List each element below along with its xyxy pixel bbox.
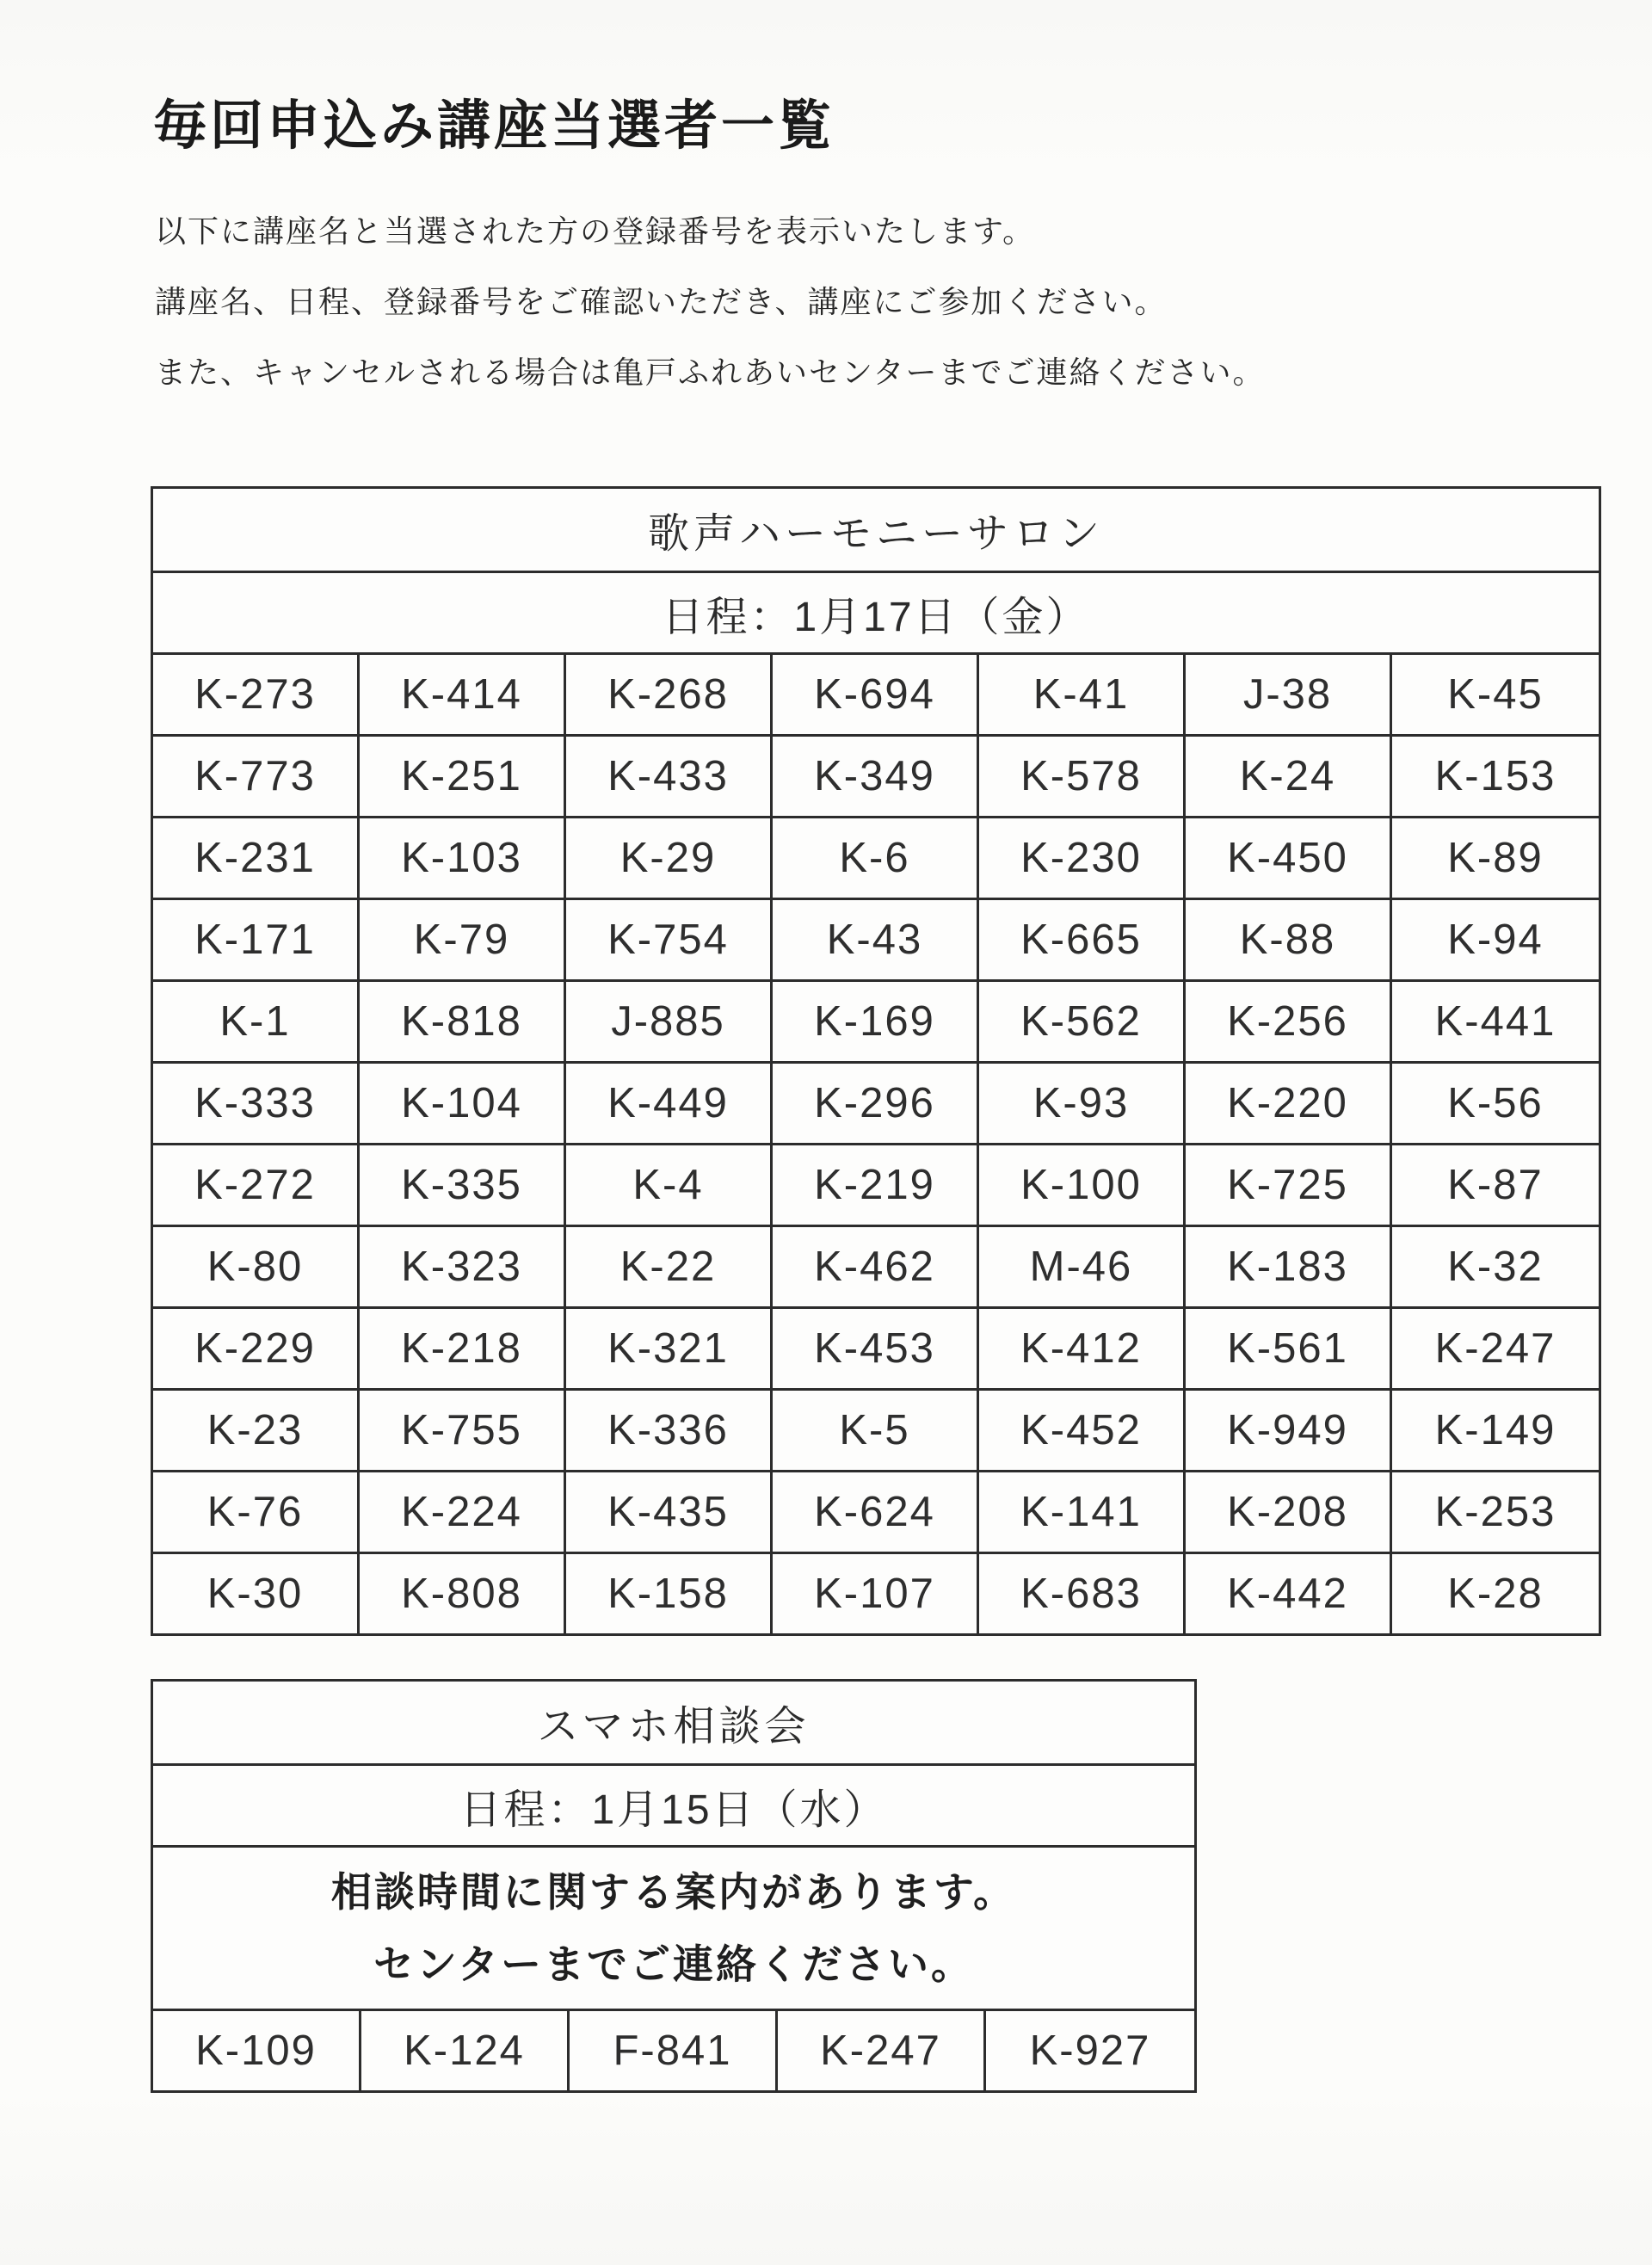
page-title: 毎回申込み講座当選者一覧 xyxy=(153,96,835,156)
winner-cell: K-450 xyxy=(1186,816,1392,898)
winner-cell: K-818 xyxy=(360,979,566,1061)
winner-cell: K-94 xyxy=(1392,898,1599,979)
winner-cell: K-103 xyxy=(360,816,566,898)
winner-cell: K-755 xyxy=(360,1388,566,1470)
consultation-notice-row xyxy=(153,1845,1194,2009)
winner-cell: K-41 xyxy=(979,652,1186,734)
intro-line-3: また、キャンセルされる場合は亀戸ふれあいセンターまでご連絡ください。 xyxy=(155,355,1266,390)
intro-line-2: 講座名、日程、登録番号をご確認いただき、講座にご参加ください。 xyxy=(155,284,1168,319)
winner-cell: K-665 xyxy=(979,898,1186,979)
winner-cell: K-208 xyxy=(1186,1470,1392,1552)
winner-cell: K-124 xyxy=(361,2009,570,2090)
winner-cell: K-230 xyxy=(979,816,1186,898)
winner-cell: K-158 xyxy=(566,1552,773,1633)
winner-cell: K-273 xyxy=(153,652,360,734)
winner-cell: K-624 xyxy=(773,1470,979,1552)
winner-cell: K-412 xyxy=(979,1306,1186,1388)
winner-cell: K-5 xyxy=(773,1388,979,1470)
winner-cell: K-441 xyxy=(1392,979,1599,1061)
winner-cell: J-38 xyxy=(1186,652,1392,734)
utagoe-harmony-salon-table xyxy=(151,486,1601,1636)
winner-cell: K-414 xyxy=(360,652,566,734)
course-schedule-row xyxy=(153,571,1599,652)
winner-cell: K-30 xyxy=(153,1552,360,1633)
winner-cell: K-442 xyxy=(1186,1552,1392,1633)
winner-cell: K-272 xyxy=(153,1143,360,1225)
winner-cell: K-321 xyxy=(566,1306,773,1388)
winner-cell: K-89 xyxy=(1392,816,1599,898)
winner-cell: K-29 xyxy=(566,816,773,898)
winner-cell: K-104 xyxy=(360,1061,566,1143)
winner-cell: K-247 xyxy=(1392,1306,1599,1388)
notice-line-1: 相談時間に関する案内があります。 xyxy=(330,1868,1017,1915)
winner-cell: K-335 xyxy=(360,1143,566,1225)
winner-cell: K-683 xyxy=(979,1552,1186,1633)
winner-cell: K-268 xyxy=(566,652,773,734)
winner-cell: K-218 xyxy=(360,1306,566,1388)
winner-cell: K-88 xyxy=(1186,898,1392,979)
winner-cell: K-323 xyxy=(360,1225,566,1306)
winner-cell: K-4 xyxy=(566,1143,773,1225)
winner-cell: K-1 xyxy=(153,979,360,1061)
winner-cell: K-153 xyxy=(1392,734,1599,816)
winner-cell: K-336 xyxy=(566,1388,773,1470)
course-title-row xyxy=(153,1682,1194,1763)
winner-cell: K-452 xyxy=(979,1388,1186,1470)
winner-cell: K-100 xyxy=(979,1143,1186,1225)
winner-cell: K-22 xyxy=(566,1225,773,1306)
intro-paragraph xyxy=(155,196,1652,408)
winner-cell: K-435 xyxy=(566,1470,773,1552)
winner-cell: K-725 xyxy=(1186,1143,1392,1225)
winner-cell: K-171 xyxy=(153,898,360,979)
winner-cell: K-251 xyxy=(360,734,566,816)
winner-cell: K-220 xyxy=(1186,1061,1392,1143)
course-title-row xyxy=(153,489,1599,571)
winner-cell: M-46 xyxy=(979,1225,1186,1306)
winner-cell: K-76 xyxy=(153,1470,360,1552)
winner-cell: K-141 xyxy=(979,1470,1186,1552)
winner-cell: K-109 xyxy=(153,2009,361,2090)
winner-cell: K-773 xyxy=(153,734,360,816)
winner-cell: K-754 xyxy=(566,898,773,979)
winner-cell: K-107 xyxy=(773,1552,979,1633)
winner-cell: K-256 xyxy=(1186,979,1392,1061)
winner-cell: K-6 xyxy=(773,816,979,898)
winner-cell: K-296 xyxy=(773,1061,979,1143)
winner-cell: K-219 xyxy=(773,1143,979,1225)
winner-cell: K-28 xyxy=(1392,1552,1599,1633)
winner-cell: K-253 xyxy=(1392,1470,1599,1552)
winner-cell: K-93 xyxy=(979,1061,1186,1143)
winner-cell: K-578 xyxy=(979,734,1186,816)
winner-cell: K-224 xyxy=(360,1470,566,1552)
winner-number-grid xyxy=(153,2009,1194,2090)
winner-cell: K-247 xyxy=(778,2009,986,2090)
winner-cell: F-841 xyxy=(570,2009,778,2090)
course-schedule: 日程：1月15日（水） xyxy=(459,1787,888,1833)
winner-cell: K-462 xyxy=(773,1225,979,1306)
course-title: 歌声ハーモニーサロン xyxy=(647,511,1104,557)
winner-cell: K-56 xyxy=(1392,1061,1599,1143)
course-title: スマホ相談会 xyxy=(537,1704,811,1750)
winner-cell: K-694 xyxy=(773,652,979,734)
winner-cell: K-32 xyxy=(1392,1225,1599,1306)
winner-cell: K-808 xyxy=(360,1552,566,1633)
winner-cell: K-333 xyxy=(153,1061,360,1143)
winner-cell: K-169 xyxy=(773,979,979,1061)
winner-cell: K-349 xyxy=(773,734,979,816)
winner-cell: K-229 xyxy=(153,1306,360,1388)
winner-cell: K-449 xyxy=(566,1061,773,1143)
winner-cell: K-149 xyxy=(1392,1388,1599,1470)
course-schedule: 日程：1月17日（金） xyxy=(662,594,1090,640)
winner-cell: K-24 xyxy=(1186,734,1392,816)
winner-cell: K-79 xyxy=(360,898,566,979)
winner-cell: K-87 xyxy=(1392,1143,1599,1225)
course-schedule-row xyxy=(153,1763,1194,1845)
winner-cell: K-433 xyxy=(566,734,773,816)
winner-cell: K-562 xyxy=(979,979,1186,1061)
notice-line-2: センターまでご連絡ください。 xyxy=(373,1941,975,1987)
winner-cell: K-949 xyxy=(1186,1388,1392,1470)
winner-cell: K-183 xyxy=(1186,1225,1392,1306)
winner-cell: K-453 xyxy=(773,1306,979,1388)
intro-line-1: 以下に講座名と当選された方の登録番号を表示いたします。 xyxy=(155,213,1036,249)
winner-cell: K-43 xyxy=(773,898,979,979)
smartphone-consultation-table xyxy=(151,1679,1197,2093)
winner-number-grid xyxy=(153,652,1599,1633)
winner-cell: K-231 xyxy=(153,816,360,898)
winner-cell: K-45 xyxy=(1392,652,1599,734)
winner-cell: K-80 xyxy=(153,1225,360,1306)
winner-cell: K-561 xyxy=(1186,1306,1392,1388)
winner-cell: K-23 xyxy=(153,1388,360,1470)
winner-cell: K-927 xyxy=(986,2009,1194,2090)
winner-cell: J-885 xyxy=(566,979,773,1061)
